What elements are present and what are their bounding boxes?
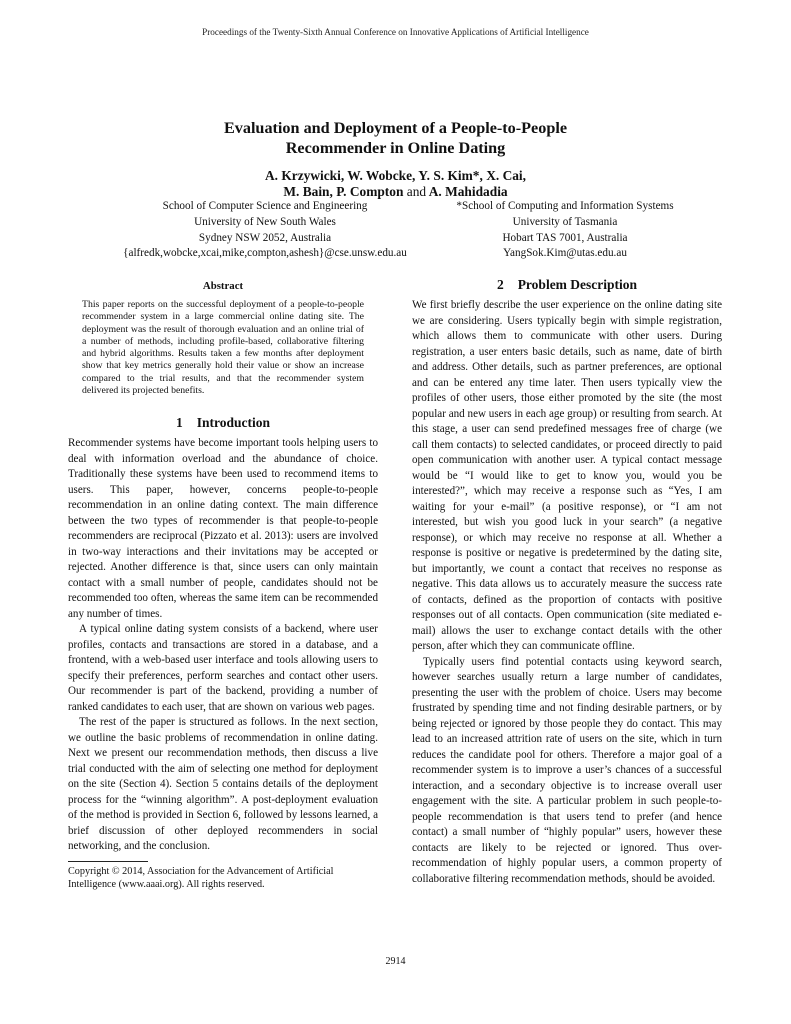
paper-title — [120, 118, 671, 158]
page-number: 2914 — [385, 956, 406, 967]
section-title: Problem Description — [517, 277, 638, 292]
affiliation-line: School of Computer Science and Engineering — [162, 200, 368, 212]
section-heading-problem-description — [412, 277, 722, 293]
affiliation-line: Hobart TAS 7001, Australia — [502, 231, 628, 244]
authors-line-1: A. Krzywicki, W. Wobcke, Y. S. Kim*, X. Cai, — [264, 168, 527, 183]
running-head: Proceedings of the Twenty-Sixth Annual Conference on Innovative Applications of Artificial Intelligence — [202, 27, 589, 37]
affiliation-line: University of New South Wales — [194, 215, 336, 228]
right-column — [412, 277, 722, 887]
copyright-footnote: Copyright © 2014, Association for the Advancement of Artificial Intelligence (www.aaai.org). All rights reserved. — [68, 865, 334, 891]
authors-line-2-part-a: M. Bain, P. Compton — [283, 184, 404, 199]
title-line-2: Recommender in Online Dating — [285, 139, 506, 157]
paragraph: Typically users find potential contacts using keyword search, however searches usually return a large number of candidates, presenting the user with the problem of choice. Users may become frustrated by spending time and not finding desirable partners, or by being rejected or ignored by those people they do contact. This may lead to an increased attrition rate of users on the site, which in turn reduces the candidate pool for others. Therefore a major goal of a recommender system is to improve a user’s chances of a successful interaction, and a secondary objective is to increase overall user engagement with the site. A particular problem in such people-to-people recommendation is that users tend to prefer (and hence contact) a small number of “highly popular” users, however these contacts are likely to be rejected or ignored. Thus over-recommendation of highly popular users, a common property of collaborative filtering recommendation methods, should be avoided. — [412, 655, 722, 885]
abstract-heading: Abstract — [202, 280, 244, 292]
paragraph: Recommender systems have become important tools helping users to deal with information overload and the abundance of choice. Traditionally these systems have been used to recommend items to users. This paper, however, concerns people-to-people recommendation in an online dating context. The main difference between the two types of recommender is that people-to-people recommenders are reciprocal (Pizzato et al. 2013): users are involved in two-way interactions and their invitations may be accepted or rejected. Another difference is that, since users can only maintain contact with a small number of people, candidates should not be recommended too often, whereas the same item can be recommended any number of times. — [68, 437, 378, 620]
affiliation-line: University of Tasmania — [512, 215, 618, 228]
section-title: Introduction — [196, 415, 271, 431]
affiliation-line: Sydney NSW 2052, Australia — [198, 231, 332, 244]
affiliation-unsw — [100, 199, 430, 262]
title-line-1: Evaluation and Deployment of a People-to-People — [223, 119, 568, 137]
affiliation-utas — [420, 199, 710, 262]
author-list — [120, 168, 671, 200]
section-number: 2 — [496, 277, 504, 292]
left-column — [68, 280, 378, 892]
authors-line-2 — [120, 184, 671, 200]
affiliation-email: YangSok.Kim@utas.edu.au — [503, 247, 627, 260]
paragraph: The rest of the paper is structured as follows. In the next section, we outline the basic problems of recommendation in online dating. Next we present our recommendation methods, then discuss a live trial conducted with the aim of selecting one method for deployment on the site (Section 4). Section 5 contains details of the deployment process for the “winning algorithm”. A post-deployment evaluation of the method is provided in Section 6, followed by lessons learned, a brief discussion of other deployed recommenders in social networking, and the conclusion. — [68, 716, 378, 853]
footnote-rule — [68, 861, 148, 862]
affiliation-email: {alfredk,wobcke,xcai,mike,compton,ashesh}@cse.unsw.edu.au — [123, 247, 407, 260]
section-heading-introduction — [68, 415, 378, 431]
affiliation-line: *School of Computing and Information Systems — [456, 200, 674, 212]
abstract-text: This paper reports on the successful deployment of a people-to-people recommender system in a large commercial online dating site. The deployment was the result of thorough evaluation and an online trial of a number of methods, including profile-based, collaborative filtering and hybrid algorithms. Results taken a few months after deployment show that key metrics generally hold their value or show an increase compared to the trial results, and that the recommender system delivered its projected benefits. — [82, 299, 364, 397]
paragraph: A typical online dating system consists of a backend, where user profiles, contacts and transactions are stored in a database, and a frontend, with a web-based user interface and tools allowing users to specify their preferences, perform searches and contact other users. Our recommender is part of the backend, providing a number of ranked candidates to each user, that are shown on various web pages. — [68, 623, 378, 713]
authors-and: and — [406, 184, 427, 199]
paragraph: We first briefly describe the user experience on the online dating site we are considering. Users typically begin with simple registration, which allows them to communicate with other users. During registration, a user enters basic details, such as name, date of birth and address. Other details, such as partner preferences, are optional and can be entered any time later. Then users typically view the profiles of other users, those either promoted by the site (the most popular and new users in each age group) or resulting from search. At this stage, a user can send predefined messages free of charge (we call them contacts) to selected candidates, or proceed directly to paid open communication with another user. A typical contact message would be “I would like to get to know you, would you be interested?”, which may receive a response such as “Yes, I am waiting for your e-mail” (a positive response), or “I am not interested, but wish you good luck in your search” (a negative response), or which may receive no response at all. Whether a response is positive or negative is predetermined by the dating site, but importantly, we count a contact that receives no response as negative. This data allows us to accurately measure the success rate of contacts, defined as the proportion of contacts with positive responses out of all contacts. Open communication (site mediated e-mail) allows the user to exchange contact details with the other person, after which they can communicate offline. — [412, 299, 722, 652]
section-number: 1 — [175, 415, 183, 431]
authors-line-2-part-b: A. Mahidadia — [428, 184, 508, 199]
